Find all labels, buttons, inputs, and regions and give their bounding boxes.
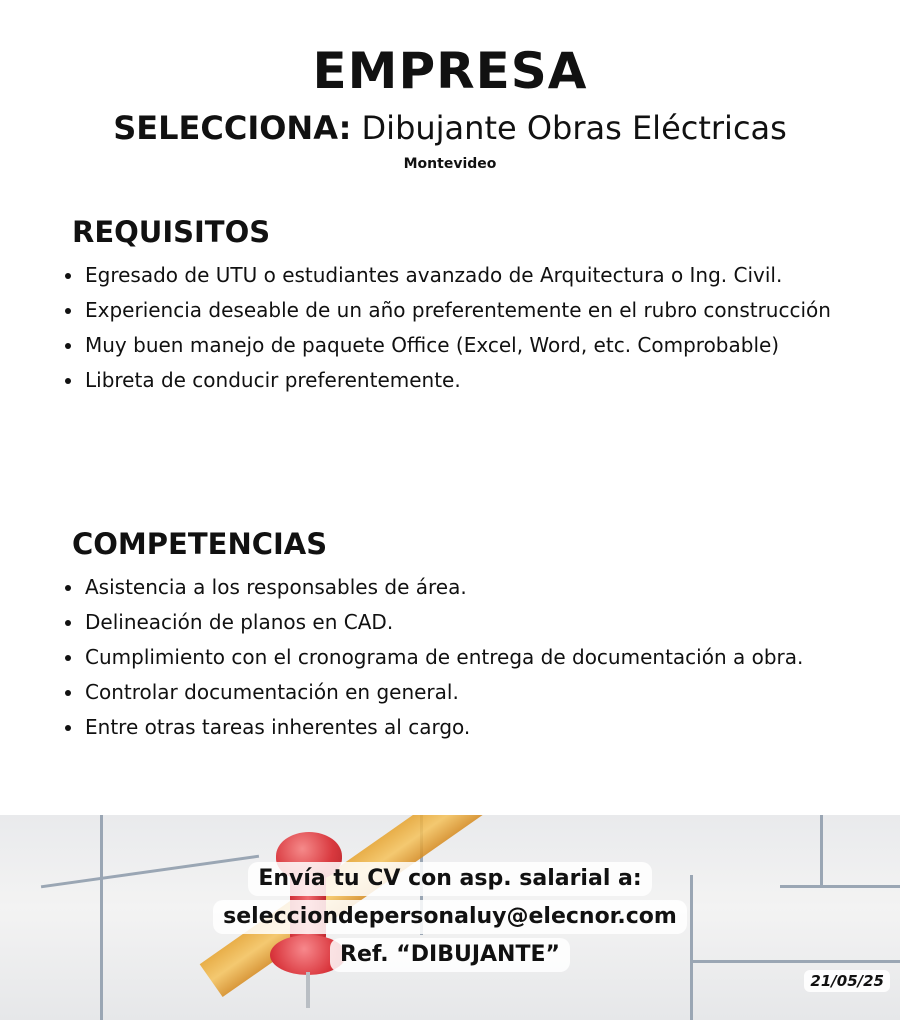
contact-ref: Ref. “DIBUJANTE” (330, 938, 570, 972)
list-item: Controlar documentación en general. (85, 675, 860, 710)
competencias-heading: COMPETENCIAS (72, 527, 328, 561)
requisitos-heading: REQUISITOS (72, 215, 271, 249)
contact-email[interactable]: selecciondepersonaluy@elecnor.com (213, 900, 687, 934)
pushpin-needle-icon (306, 972, 310, 1008)
requisitos-section (60, 214, 860, 398)
header (0, 40, 900, 172)
list-item: Experiencia deseable de un año preferentemente en el rubro construcción (85, 293, 860, 328)
competencias-list (60, 570, 860, 745)
requisitos-list (60, 258, 860, 398)
role-title: Dibujante Obras Eléctricas (361, 109, 787, 147)
contact-line: Envía tu CV con asp. salarial a: (248, 862, 651, 896)
list-item: Egresado de UTU o estudiantes avanzado de Arquitectura o Ing. Civil. (85, 258, 860, 293)
list-item: Muy buen manejo de paquete Office (Excel, Word, etc. Comprobable) (85, 328, 860, 363)
list-item: Asistencia a los responsables de área. (85, 570, 860, 605)
list-item: Libreta de conducir preferentemente. (85, 363, 860, 398)
publish-date: 21/05/25 (804, 970, 890, 992)
role-lead: SELECCIONA: (113, 109, 352, 147)
list-item: Cumplimiento con el cronograma de entrega de documentación a obra. (85, 640, 860, 675)
location: Montevideo (403, 156, 497, 172)
competencias-section (60, 526, 860, 745)
list-item: Entre otras tareas inherentes al cargo. (85, 710, 860, 745)
contact-block (0, 862, 900, 976)
company-title: EMPRESA (312, 42, 588, 100)
role-line (0, 106, 900, 150)
list-item: Delineación de planos en CAD. (85, 605, 860, 640)
